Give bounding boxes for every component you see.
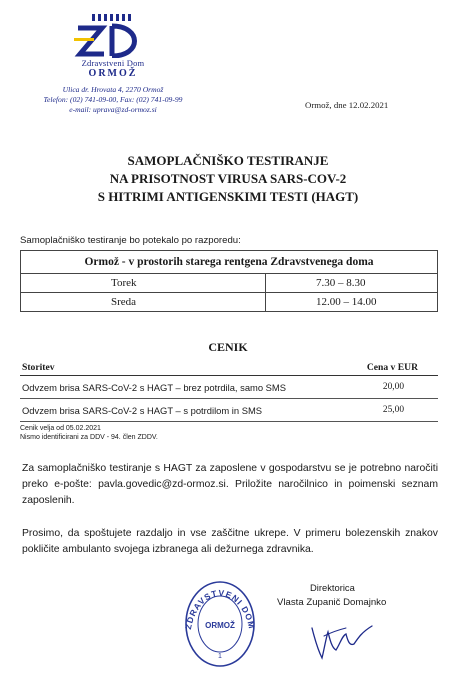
table-row [20, 399, 438, 422]
schedule-day: Torek [21, 274, 266, 293]
price-cell: 20,00 [348, 376, 438, 399]
price-table [20, 359, 438, 422]
price-cell: 25,00 [348, 399, 438, 422]
schedule-time: 12.00 – 14.00 [266, 293, 438, 312]
cenik-heading: CENIK [208, 340, 248, 354]
stamp-center-text: ORMOŽ [205, 621, 235, 630]
org-phone: Telefon: (02) 741-09-00, Fax: (02) 741-09-99 [43, 95, 183, 104]
title-line-2: NA PRISOTNOST VIRUSA SARS-COV-2 [109, 171, 347, 186]
table-row [20, 376, 438, 399]
price-header-row [20, 359, 438, 376]
schedule-table [20, 250, 438, 312]
table-row [21, 274, 438, 293]
paragraph-safety: Prosimo, da spoštujete razdaljo in vse zaščitne ukrepe. V primeru bolezenskih znakov pokličite ambulanto svojega izbranega ali dežurnega zdravnika. [22, 528, 438, 555]
stamp-number: 1 [218, 653, 222, 660]
vat-note: Nismo identificirani za DDV - 94. člen ZDDV. [20, 434, 158, 441]
zd-logo-icon [72, 22, 152, 58]
org-email: e-mail: uprava@zd-ormoz.si [69, 105, 157, 114]
logo-dots-icon [92, 14, 132, 22]
signature-name: Vlasta Zupanič Domajnko [277, 597, 387, 608]
intro-text: Samoplačniško testiranje bo potekalo po razporedu: [20, 235, 241, 246]
official-stamp-icon [180, 578, 260, 668]
title-line-1: SAMOPLAČNIŠKO TESTIRANJE [127, 153, 329, 168]
signature-title: Direktorica [310, 582, 355, 593]
col-price-header: Cena v EUR [348, 359, 438, 376]
handwritten-signature-icon [302, 614, 382, 664]
col-service-header: Storitev [20, 359, 348, 376]
title-line-3: S HITRIMI ANTIGENSKIMI TESTI (HAGT) [97, 189, 359, 204]
org-town: ORMOŽ [88, 68, 138, 79]
schedule-time: 7.30 – 8.30 [266, 274, 438, 293]
paragraph-ordering: Za samoplačniško testiranje s HAGT za zaposlene v gospodarstvu se je potrebno naročiti preko e-pošte: pavla.govedic@zd-ormoz.si. Priložite naročilnico in poimenski seznam zaposlenih. [22, 463, 438, 506]
schedule-location: Ormož - v prostorih starega rentgena Zdravstvenega doma [21, 251, 438, 274]
org-name: Zdravstveni Dom [81, 58, 145, 68]
stamp-top-text: ZDRAVSTVENI DOM [182, 587, 258, 631]
service-cell: Odvzem brisa SARS-CoV-2 s HAGT – s potrdilom in SMS [20, 399, 348, 422]
schedule-day: Sreda [21, 293, 266, 312]
table-row [21, 293, 438, 312]
date-line: Ormož, dne 12.02.2021 [305, 100, 389, 110]
schedule-location-row [21, 251, 438, 274]
org-address: Ulica dr. Hrovata 4, 2270 Ormož [62, 85, 164, 94]
cenik-valid-note: Cenik velja od 05.02.2021 [20, 425, 101, 432]
service-cell: Odvzem brisa SARS-CoV-2 s HAGT – brez potrdila, samo SMS [20, 376, 348, 399]
